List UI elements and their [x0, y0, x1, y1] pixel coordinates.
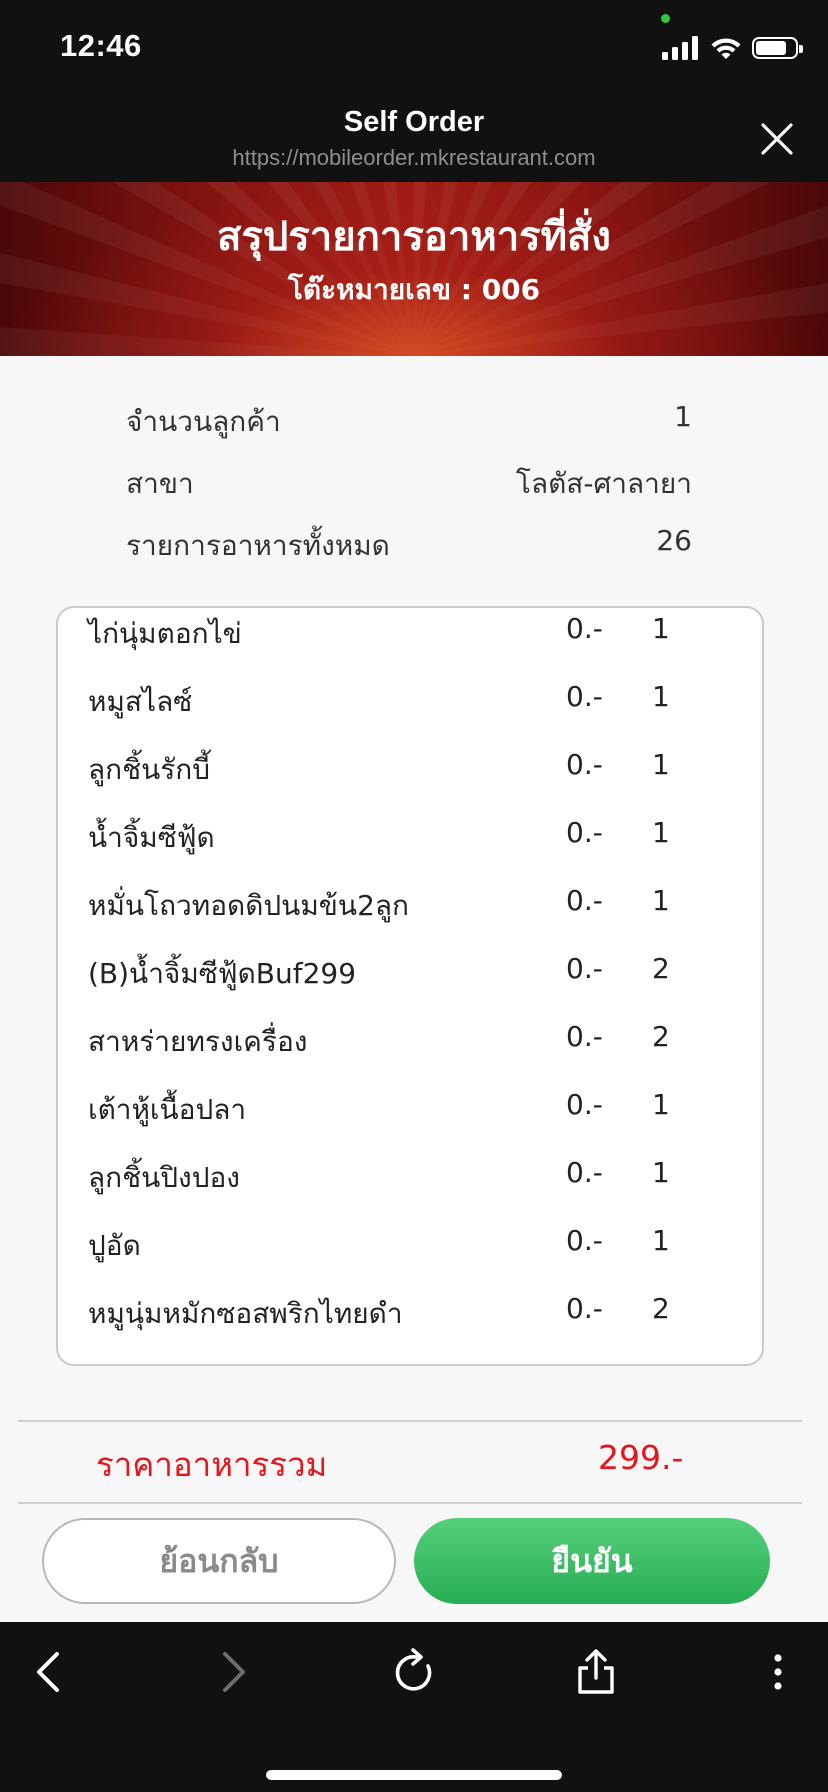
browser-url: https://mobileorder.mkrestaurant.com [232, 145, 596, 170]
chevron-left-icon[interactable] [22, 1644, 78, 1700]
item-price: 0.- [566, 748, 603, 781]
browser-title: Self Order [343, 106, 485, 138]
summary-row-branch [126, 462, 692, 502]
browser-header [0, 92, 828, 182]
item-price: 0.- [566, 1088, 603, 1121]
item-qty: 1 [652, 612, 670, 645]
item-name: หมูนุ่มหมักซอสพริกไทยดำ [88, 1297, 403, 1330]
signal-icon [662, 36, 700, 60]
back-button[interactable]: ย้อนกลับ [42, 1518, 396, 1604]
home-indicator [266, 1770, 562, 1780]
item-qty: 2 [652, 952, 670, 985]
item-name: น้ำจิ้มซีฟู้ด [88, 821, 215, 854]
item-qty: 1 [652, 1156, 670, 1189]
item-price: 0.- [566, 1224, 603, 1257]
summary-value: 26 [656, 524, 692, 557]
item-qty: 1 [652, 1088, 670, 1121]
reload-icon[interactable] [386, 1644, 442, 1700]
list-item [58, 1214, 762, 1282]
item-name: ปูอัด [88, 1229, 141, 1262]
list-item [58, 1010, 762, 1078]
item-name: ลูกชิ้นรักบี้ [88, 753, 211, 786]
item-name: เต้าหู้เนื้อปลา [88, 1093, 247, 1126]
share-icon[interactable] [568, 1644, 624, 1700]
summary-value: 1 [674, 400, 692, 433]
battery-icon [752, 37, 798, 59]
item-name: ลูกชิ้นปิงปอง [88, 1161, 240, 1194]
item-qty: 1 [652, 884, 670, 917]
list-item [58, 1282, 762, 1350]
item-price: 0.- [566, 816, 603, 849]
item-qty: 1 [652, 748, 670, 781]
list-item [58, 1146, 762, 1214]
item-price: 0.- [566, 884, 603, 917]
close-icon[interactable] [760, 122, 794, 156]
chevron-right-icon[interactable] [204, 1644, 260, 1700]
list-item [58, 738, 762, 806]
item-qty: 1 [652, 816, 670, 849]
item-price: 0.- [566, 1292, 603, 1325]
item-price: 0.- [566, 952, 603, 985]
item-price: 0.- [566, 680, 603, 713]
summary-label: สาขา [126, 467, 194, 500]
list-item [58, 942, 762, 1010]
more-vertical-icon[interactable] [750, 1644, 806, 1700]
order-summary-banner [0, 182, 828, 356]
item-name: หมั่นโถวทอดดิปนมข้น2ลูก [88, 889, 409, 922]
divider [18, 1502, 802, 1504]
item-price: 0.- [566, 1020, 603, 1053]
summary-row-total-items [126, 524, 692, 564]
privacy-indicator-dot [661, 14, 670, 23]
browser-toolbar [0, 1622, 828, 1792]
list-item [58, 606, 762, 670]
summary-value: โลตัส-ศาลายา [515, 467, 692, 500]
summary-row-customers [126, 400, 692, 440]
status-bar [0, 0, 828, 92]
table-number: โต๊ะหมายเลข : 006 [287, 273, 541, 306]
order-item-list[interactable] [56, 606, 764, 1366]
wifi-icon [710, 36, 742, 60]
status-icons [662, 34, 798, 62]
item-name: ไก่นุ่มตอกไข่ [88, 617, 242, 650]
item-qty: 1 [652, 1224, 670, 1257]
summary-label: จำนวนลูกค้า [126, 405, 281, 438]
item-qty: 1 [652, 680, 670, 713]
list-item [58, 1078, 762, 1146]
list-item [58, 874, 762, 942]
item-qty: 2 [652, 1020, 670, 1053]
status-time: 12:46 [60, 28, 142, 63]
item-name: (B)น้ำจิ้มซีฟู้ดBuf299 [88, 957, 357, 990]
total-label: ราคาอาหารรวม [96, 1445, 328, 1484]
list-item [58, 806, 762, 874]
item-price: 0.- [566, 1156, 603, 1189]
confirm-button[interactable]: ยืนยัน [414, 1518, 770, 1604]
total-value: 299.- [598, 1438, 684, 1477]
page-title: สรุปรายการอาหารที่สั่ง [217, 214, 611, 260]
summary-label: รายการอาหารทั้งหมด [126, 529, 390, 562]
item-name: หมูสไลซ์ [88, 685, 193, 718]
divider [18, 1420, 802, 1422]
item-price: 0.- [566, 612, 603, 645]
item-name: สาหร่ายทรงเครื่อง [88, 1025, 308, 1058]
list-item [58, 670, 762, 738]
item-qty: 2 [652, 1292, 670, 1325]
